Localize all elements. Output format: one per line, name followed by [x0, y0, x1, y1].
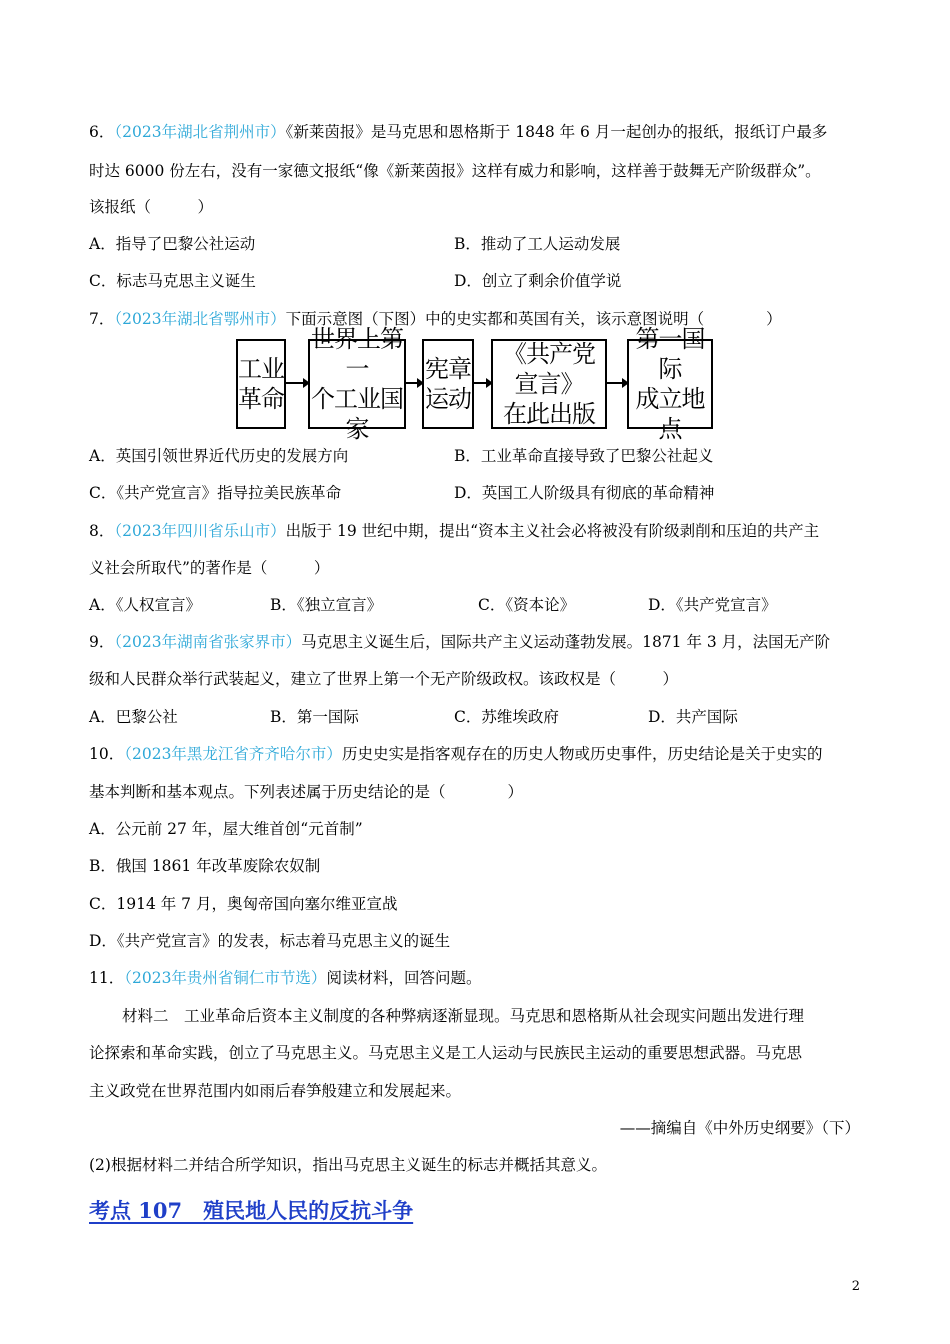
q6-option-c: C．标志马克思主义诞生: [89, 272, 256, 290]
q8-option-c: C．《资本论》: [478, 596, 576, 614]
q9-option-c: C．苏维埃政府: [454, 708, 559, 726]
q7-source: （2023年湖北省鄂州市）: [114, 310, 286, 328]
q9-line2: 级和人民群众举行武装起义，建立了世界上第一个无产阶级政权。该政权是（ ）: [89, 670, 679, 688]
q11-line1: [89, 967, 481, 989]
flow-box-text: 第一国际: [635, 325, 705, 383]
q11-material-line3: 主义政党在世界范围内如雨后春笋般建立和发展起来。: [89, 1082, 462, 1100]
flow-box-chartist-movement: [422, 339, 474, 429]
q9-option-d: D．共产国际: [648, 708, 738, 726]
q9-option-b: B．第一国际: [270, 708, 359, 726]
flow-box-text: 世界上第一: [311, 325, 403, 383]
q10-option-a: A．公元前 27 年，屋大维首创“元首制”: [89, 820, 363, 838]
q10-line2: 基本判断和基本观点。下列表述属于历史结论的是（ ）: [89, 783, 524, 801]
q10-number: 10．: [89, 745, 125, 763]
page-number: 2: [851, 1279, 860, 1294]
q7-flow-diagram: [236, 325, 714, 443]
q11-source: （2023年贵州省铜仁市节选）: [124, 969, 327, 987]
q6-number: 6．: [89, 123, 115, 141]
flow-box-text: 在此出版: [503, 400, 595, 428]
q8-option-a: A．《人权宣言》: [89, 596, 201, 614]
flow-box-first-international: [627, 325, 713, 443]
q6-option-d: D．创立了剩余价值学说: [454, 272, 622, 290]
q11-material-line2: 论探索和革命实践，创立了马克思主义。马克思主义是工人运动与民族民主运动的重要思想武器。马克思: [89, 1044, 803, 1062]
arrow-icon: [406, 382, 422, 384]
q11-text: 阅读材料，回答问题。: [326, 969, 482, 987]
q10-option-c: C．1914 年 7 月，奥匈帝国向塞尔维亚宣战: [89, 895, 398, 913]
q7-option-b: B．工业革命直接导致了巴黎公社起义: [454, 447, 714, 465]
q11-number: 11．: [89, 969, 125, 987]
arrow-icon: [474, 382, 491, 384]
arrow-icon: [286, 382, 308, 384]
q7-number: 7．: [89, 310, 115, 328]
q7-option-d: D．英国工人阶级具有彻底的革命精神: [454, 484, 715, 502]
q11-material-line1: 材料二 工业革命后资本主义制度的各种弊病逐渐显现。马克思和恩格斯从社会现实问题出发进行理: [122, 1007, 805, 1025]
q9-option-a: A．巴黎公社: [89, 708, 178, 726]
q10-line1: [89, 743, 822, 765]
section-heading[interactable]: 考点 107 殖民地人民的反抗斗争: [89, 1198, 414, 1223]
q11-citation: ——摘编自《中外历史纲要》（下）: [619, 1119, 860, 1137]
q11-question: (2)根据材料二并结合所学知识，指出马克思主义诞生的标志并概括其意义。: [89, 1156, 607, 1174]
q8-line2: 义社会所取代”的著作是（ ）: [89, 559, 330, 577]
q6-line3: 该报纸（ ）: [89, 198, 214, 216]
q6-line1: [89, 121, 827, 143]
flow-box-communist-manifesto: [491, 339, 607, 429]
flow-box-text: 《共产党宣言》: [503, 340, 595, 398]
q9-line1: [89, 631, 830, 653]
q8-number: 8．: [89, 522, 115, 540]
q8-source: （2023年四川省乐山市）: [114, 522, 286, 540]
q7-text: 下面示意图（下图）中的史实都和英国有关，该示意图说明（ ）: [285, 310, 782, 328]
q8-option-d: D．《共产党宣言》: [648, 596, 777, 614]
q9-source: （2023年湖南省张家界市）: [114, 633, 302, 651]
flow-box-text: 个工业国家: [311, 385, 403, 443]
q9-number: 9．: [89, 633, 115, 651]
q6-option-a: A．指导了巴黎公社运动: [89, 235, 256, 253]
flow-box-text: 运动: [425, 385, 471, 413]
q9-text: 马克思主义诞生后，国际共产主义运动蓬勃发展。1871 年 3 月，法国无产阶: [301, 633, 831, 651]
q6-source: （2023年湖北省荆州市）: [114, 123, 286, 141]
arrow-icon: [607, 382, 627, 384]
q8-text: 出版于 19 世纪中期，提出“资本主义社会必将被没有阶级剥削和压迫的共产主: [285, 522, 820, 540]
flow-box-text: 成立地点: [635, 385, 705, 443]
flow-box-text: 宪章: [425, 355, 471, 383]
q6-line2: 时达 6000 份左右，没有一家德文报纸“像《新莱茵报》这样有威力和影响，这样善于鼓舞无产阶级群众”。: [89, 162, 821, 180]
q10-option-b: B．俄国 1861 年改革废除农奴制: [89, 857, 321, 875]
q6-option-b: B．推动了工人运动发展: [454, 235, 621, 253]
flow-box-first-industrial-nation: [308, 325, 406, 443]
q7-option-c: C．《共产党宣言》指导拉美民族革命: [89, 484, 342, 502]
q7-option-a: A．英国引领世界近代历史的发展方向: [89, 447, 349, 465]
q10-option-d: D．《共产党宣言》的发表，标志着马克思主义的诞生: [89, 932, 451, 950]
q8-option-b: B．《独立宣言》: [270, 596, 383, 614]
q10-text: 历史史实是指客观存在的历史人物或历史事件，历史结论是关于史实的: [341, 745, 823, 763]
q6-text: 《新莱茵报》是马克思和恩格斯于 1848 年 6 月一起创办的报纸，报纸订户最多: [285, 123, 828, 141]
q8-line1: [89, 520, 819, 542]
flow-box-text: 革命: [238, 385, 284, 413]
flow-box-industrial-revolution: [236, 339, 286, 429]
flow-box-text: 工业: [238, 355, 284, 383]
q10-source: （2023年黑龙江省齐齐哈尔市）: [124, 745, 342, 763]
